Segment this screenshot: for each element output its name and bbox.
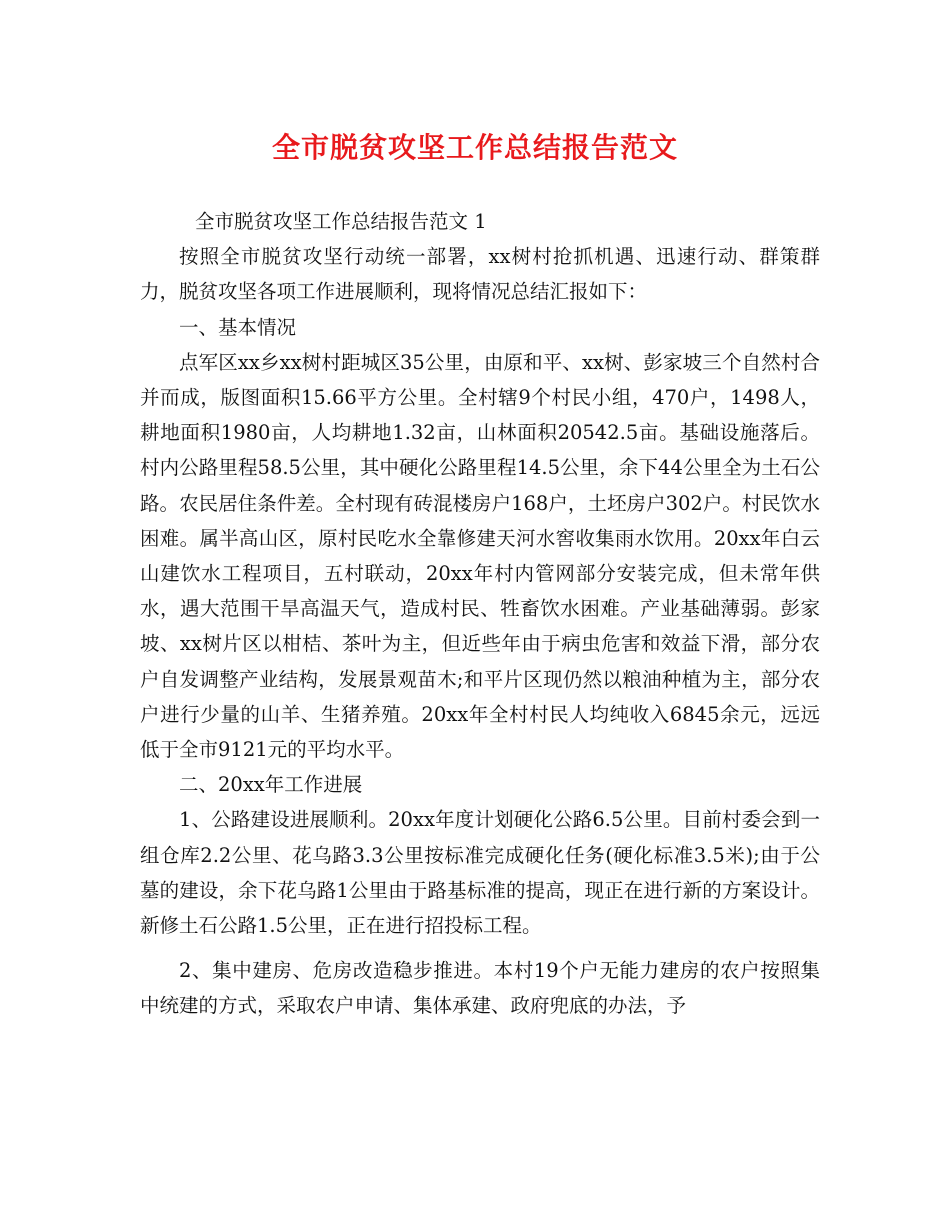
section-heading-basic-situation: 一、基本情况 xyxy=(179,315,297,339)
document-body xyxy=(140,204,820,1024)
housing-paragraph: 2、集中建房、危房改造稳步推进。本村19个户无能力建房的农户按照集中统建的方式，采取农户申请、集体承建、政府兜底的办法，予 xyxy=(140,959,820,1018)
intro-paragraph: 按照全市脱贫攻坚行动统一部署，xx树村抢抓机遇、迅速行动、群策群力，脱贫攻坚各项工作进展顺利，现将情况总结汇报如下： xyxy=(140,245,820,304)
basic-situation-paragraph: 点军区xx乡xx树村距城区35公里，由原和平、xx树、彭家坡三个自然村合并而成，版图面积15.66平方公里。全村辖9个村民小组，470户，1498人，耕地面积1980亩，人均耕地1.32亩，山林面积20542.5亩。基础设施落后。村内公路里程58.5公里，其中硬化公路里程14.5公里，余下44公里全为土石公路。农民居住条件差。全村现有砖混楼房户168户，土坯房户302户。村民饮水困难。属半高山区，原村民吃水全靠修建天河水窖收集雨水饮用。20xx年白云山建饮水工程项目，五村联动，20xx年村内管网部分安装完成，但未常年供水，遇大范围干旱高温天气，造成村民、牲畜饮水困难。产业基础薄弱。彭家坡、xx树片区以柑桔、茶叶为主，但近些年由于病虫危害和效益下滑，部分农户自发调整产业结构，发展景观苗木;和平片区现仍然以粮油种植为主，部分农户进行少量的山羊、生猪养殖。20xx年全村村民人均纯收入6845余元，远远低于全市9121元的平均水平。 xyxy=(140,350,820,762)
document-title: 全市脱贫攻坚工作总结报告范文 xyxy=(271,131,678,164)
section-subtitle: 全市脱贫攻坚工作总结报告范文 1 xyxy=(195,210,487,233)
road-construction-paragraph: 1、公路建设进展顺利。20xx年度计划硬化公路6.5公里。目前村委会到一组仓库2.2公里、花乌路3.3公里按标准完成硬化任务(硬化标准3.5米);由于公墓的建设，余下花乌路1公里由于路基标准的提高，现正在进行新的方案设计。新修土石公路1.5公里，正在进行招投标工程。 xyxy=(140,808,820,938)
section-heading-work-progress: 二、20xx年工作进展 xyxy=(179,773,363,797)
